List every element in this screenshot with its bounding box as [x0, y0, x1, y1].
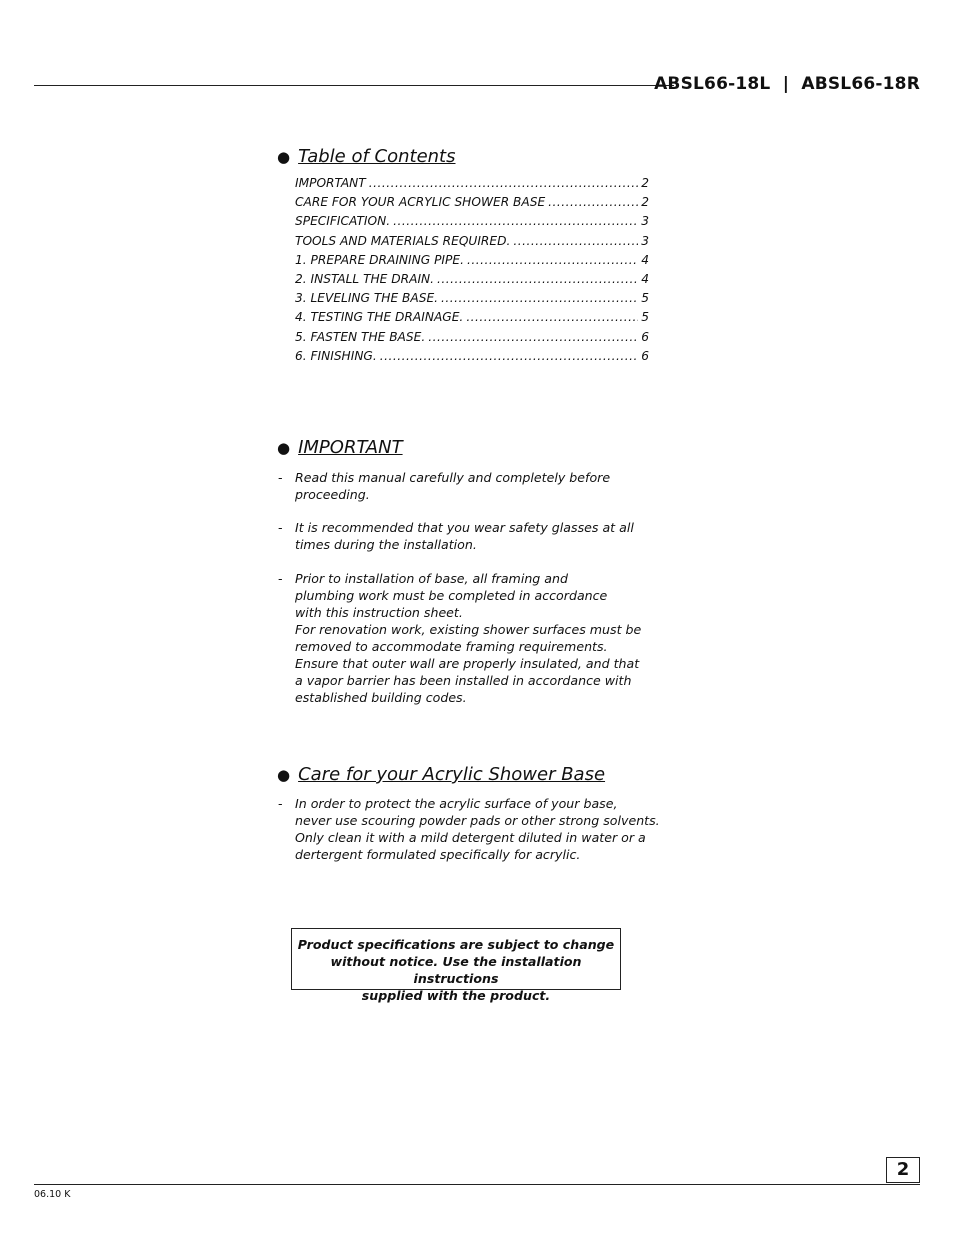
care-heading-label: Care for your Acrylic Shower Base — [298, 764, 606, 785]
important-item: - Prior to installation of base, all framing and plumbing work must be completed in accordance with this instruction sheet. For renovation work, existing shower surfaces must be removed to accommodate framing requirements. Ensure that outer wall are properly insulated, and that a vapor barrier has been installed in accordance with established building codes. — [278, 571, 642, 705]
footer-rule — [34, 1184, 920, 1185]
care-item: - In order to protect the acrylic surface of your base, never use scouring powder pads or other strong solvents. Only clean it with a mild detergent diluted in water or a dertergent formulated specifically for acrylic. — [278, 796, 660, 862]
toc-entry[interactable]: 2. INSTALL THE DRAIN. ..... 4 — [295, 272, 649, 291]
header-rule — [34, 85, 674, 86]
toc-entry[interactable]: 3. LEVELING THE BASE. ..... 5 — [295, 291, 649, 310]
table-of-contents — [295, 176, 649, 368]
model-title: ABSL66-18L | ABSL66-18R — [654, 74, 920, 94]
toc-entry[interactable]: 4. TESTING THE DRAINAGE. ..... 5 — [295, 310, 649, 329]
toc-entry[interactable]: TOOLS AND MATERIALS REQUIRED. ..... 3 — [295, 234, 649, 253]
bullet-icon: ● — [277, 438, 291, 457]
bullet-icon: ● — [277, 765, 291, 784]
important-item: - Read this manual carefully and completely before proceeding. — [278, 470, 611, 502]
toc-heading-label: Table of Contents — [298, 146, 456, 167]
important-heading-label: IMPORTANT — [298, 437, 403, 458]
important-item: - It is recommended that you wear safety glasses at all times during the installation. — [278, 520, 634, 552]
document-code: 06.10 K — [34, 1189, 71, 1200]
spec-notice-box: Product specifications are subject to change without notice. Use the installation instructions supplied with the product. — [291, 928, 621, 990]
toc-entry[interactable]: SPECIFICATION. ..... 3 — [295, 214, 649, 233]
toc-entry[interactable]: CARE FOR YOUR ACRYLIC SHOWER BASE ..... 2 — [295, 195, 649, 214]
toc-heading — [277, 146, 456, 167]
page-number: 2 — [886, 1157, 920, 1183]
toc-entry[interactable]: 6. FINISHING. ..... 6 — [295, 349, 649, 368]
bullet-icon: ● — [277, 147, 291, 166]
care-heading — [277, 764, 605, 785]
toc-entry[interactable]: 1. PREPARE DRAINING PIPE. ..... 4 — [295, 253, 649, 272]
important-heading — [277, 437, 403, 458]
toc-entry[interactable]: IMPORTANT ..... 2 — [295, 176, 649, 195]
toc-entry[interactable]: 5. FASTEN THE BASE. ..... 6 — [295, 330, 649, 349]
